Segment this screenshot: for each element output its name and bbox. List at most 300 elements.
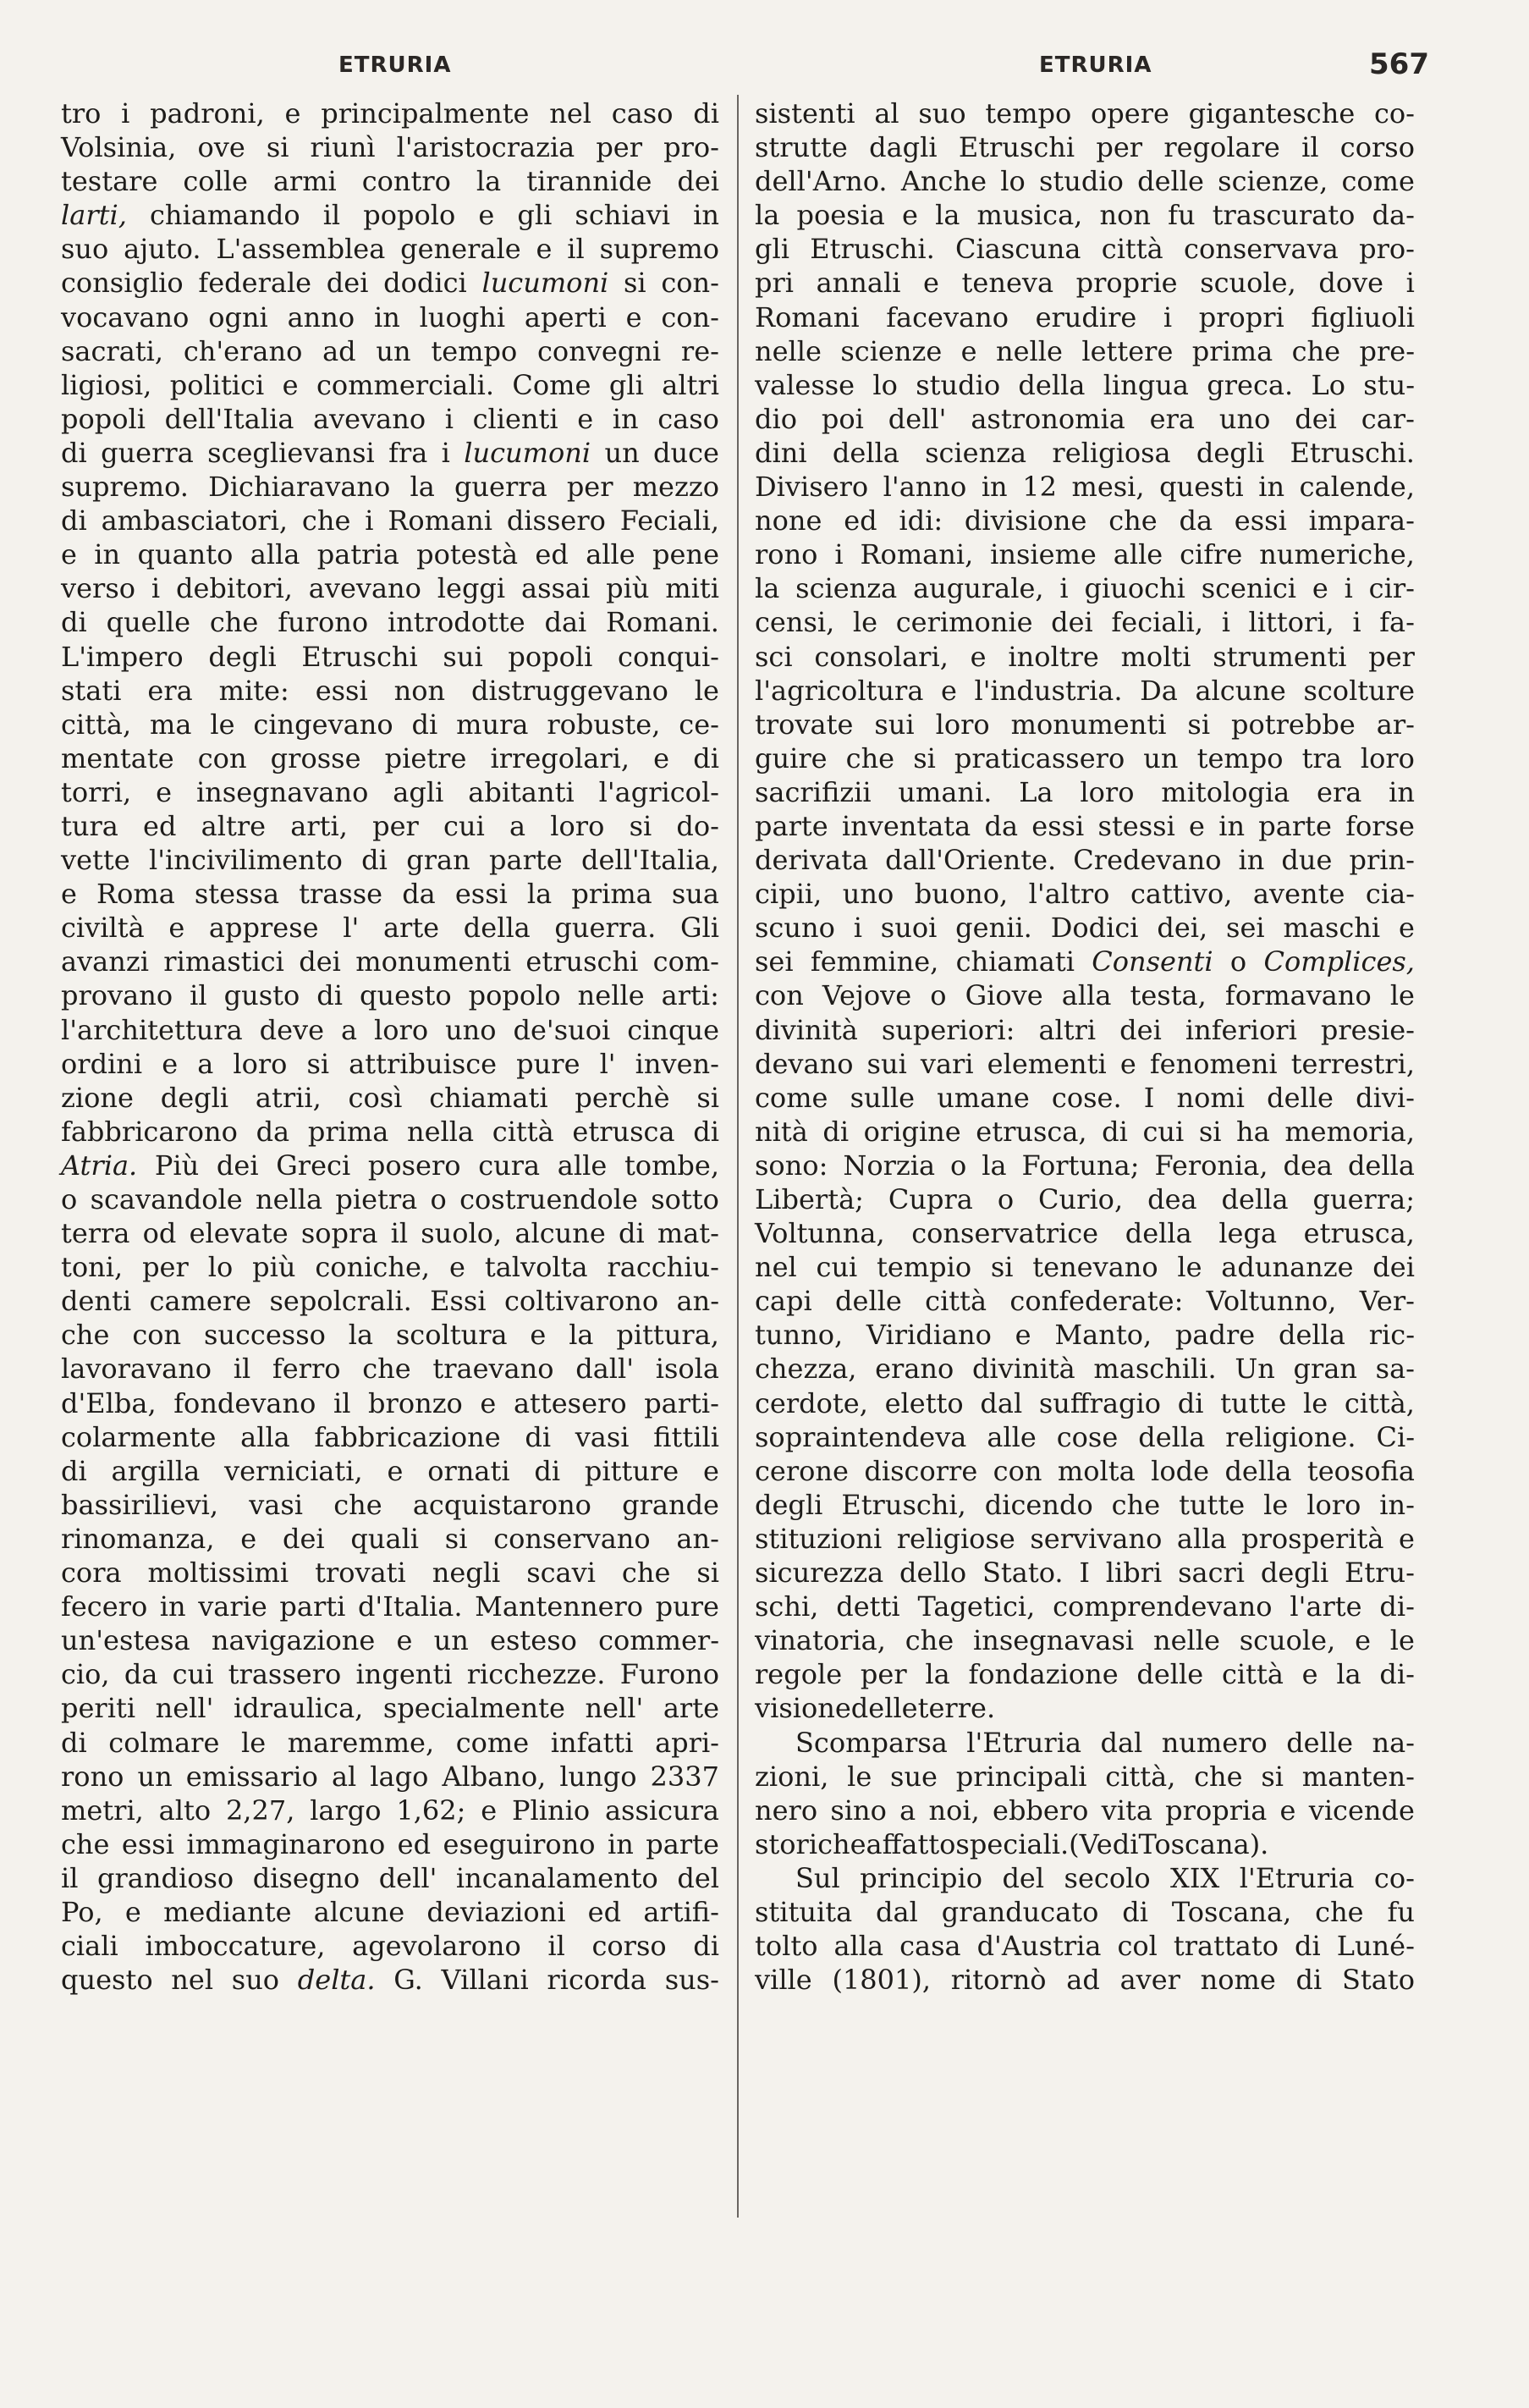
word: si (1198, 1115, 1222, 1148)
word: genii. (955, 912, 1032, 945)
word: Mantennero (475, 1590, 644, 1623)
word: degli (1196, 436, 1265, 469)
text-line (755, 674, 1415, 708)
word: tempo (431, 334, 518, 367)
word: propria (1165, 1794, 1268, 1827)
word: si (444, 1522, 468, 1555)
word: prima (571, 878, 652, 911)
word: noi, (928, 1794, 980, 1827)
text-line (61, 1149, 719, 1182)
word: città, (1344, 1386, 1415, 1419)
word: rono (61, 1760, 124, 1793)
word: schi, (755, 1590, 819, 1623)
word: Villani (441, 1964, 529, 1997)
word: molti (1120, 640, 1191, 673)
word: le (847, 1760, 872, 1793)
word: arte (663, 1692, 719, 1725)
word: di (1102, 1115, 1128, 1148)
word: ebbero (993, 1794, 1089, 1827)
word: e (940, 674, 957, 707)
word: Viridiano (866, 1319, 992, 1352)
word: sepolcrali. (269, 1285, 412, 1318)
word: nel (755, 1251, 797, 1284)
word: a (341, 1013, 358, 1046)
word: chezza, (755, 1353, 857, 1386)
word: tro (61, 97, 102, 129)
word: e (923, 267, 939, 300)
word: Gli (679, 912, 719, 945)
word: e (1301, 1658, 1318, 1691)
word: eseguirono (443, 1827, 596, 1860)
word: successo (203, 1319, 326, 1352)
word: cui (172, 1658, 214, 1691)
word: tombe, (624, 1149, 719, 1182)
word: parte (489, 844, 563, 877)
word: ajuto. (124, 233, 201, 266)
word: l'aristocrazia (396, 131, 575, 164)
text-line (61, 1895, 719, 1929)
word: fabbricarono (61, 1115, 238, 1148)
word: e (156, 775, 172, 808)
text-line (755, 1929, 1415, 1963)
text-line (755, 164, 1415, 198)
word: della (832, 436, 899, 469)
word: mezzo (632, 471, 719, 504)
word: parti- (644, 1386, 719, 1419)
word: degli (208, 640, 277, 673)
word: nero (755, 1794, 818, 1827)
word: questi (1159, 471, 1244, 504)
word: della (1347, 1149, 1415, 1182)
word: loro (1306, 1488, 1361, 1521)
running-head-right: ETRURIA (1039, 52, 1152, 78)
word: arti: (661, 979, 719, 1012)
word: dodici (383, 267, 467, 300)
word: supremo (599, 233, 719, 266)
word: gli (755, 233, 789, 266)
word: e (168, 912, 185, 945)
word: etrusca, (976, 1115, 1087, 1148)
text-line (61, 96, 719, 130)
word: ar- (1376, 708, 1415, 741)
word: fittili (653, 1420, 719, 1453)
word: etruschi (525, 945, 639, 978)
word: e (162, 1047, 179, 1080)
text-line (755, 1454, 1415, 1488)
word: i (853, 912, 862, 945)
word: che (301, 504, 351, 537)
word: zioni, (755, 1760, 829, 1793)
word: sopra (300, 1217, 378, 1250)
word: dello (899, 1557, 967, 1590)
text-line (755, 1488, 1415, 1522)
word: I (1143, 1081, 1155, 1114)
word: teneva (961, 267, 1054, 300)
word: e (478, 199, 495, 232)
word: insegnavano (195, 775, 369, 808)
word: immaginarono (186, 1827, 386, 1860)
word: nelle (995, 334, 1063, 367)
word: scienze, (1218, 165, 1328, 198)
word: o (950, 1149, 967, 1182)
word: Plinio (512, 1794, 591, 1827)
word: che (362, 1353, 411, 1386)
word: Volsinia, (61, 131, 177, 164)
text-line (61, 368, 719, 402)
word: vicende (1308, 1794, 1415, 1827)
word: dove (1318, 267, 1384, 300)
text-line (755, 1623, 1415, 1657)
word: scienze (840, 334, 943, 367)
word: dei (1372, 1251, 1415, 1284)
word: trovate (755, 708, 854, 741)
word: religione. (1225, 1420, 1356, 1453)
word: artifi- (643, 1895, 719, 1928)
text-line (755, 911, 1415, 945)
word: deve (259, 1013, 325, 1046)
word: Divisero (755, 471, 869, 504)
word: l'Etruria (966, 1726, 1082, 1759)
word: suo (61, 233, 109, 266)
word: uno (842, 878, 894, 911)
text-line (61, 1861, 719, 1895)
word: umane (937, 1081, 1030, 1114)
word: avevano (313, 402, 426, 435)
word: loro (1080, 775, 1135, 808)
word: agli (393, 775, 444, 808)
word: terra (61, 1217, 130, 1250)
text-line (61, 537, 719, 571)
word: provano (61, 979, 173, 1012)
word: dini (755, 436, 807, 469)
word: Furono (619, 1658, 719, 1691)
word: luoghi (419, 300, 506, 333)
word: Etruschi (301, 640, 418, 673)
word: l'agricoltura (755, 674, 924, 707)
word: e (1015, 1319, 1031, 1352)
word: furono (278, 606, 369, 639)
word: essi (315, 674, 368, 707)
word: loro (374, 1013, 429, 1046)
word: tempio (877, 1251, 972, 1284)
text-line (755, 1352, 1415, 1386)
word: cui (1142, 1115, 1185, 1148)
word: in (373, 300, 400, 333)
text-line (61, 1454, 719, 1488)
word: essi (454, 878, 508, 911)
word: speciali. (955, 1827, 1070, 1860)
word: a (197, 1047, 214, 1080)
text-line (755, 1420, 1415, 1454)
word: di (361, 844, 388, 877)
word: Albano, (442, 1760, 547, 1793)
word: cio, (61, 1658, 110, 1691)
word: si (913, 741, 936, 774)
word: fu (1387, 1895, 1415, 1928)
text-line (61, 1284, 719, 1318)
word: bronzo (368, 1386, 463, 1419)
word: i (1352, 606, 1361, 639)
word: prin- (1349, 844, 1415, 877)
word: praticassero (954, 741, 1125, 774)
word: il (190, 979, 207, 1012)
word: si (306, 1047, 330, 1080)
text-line (61, 1081, 719, 1115)
word: che (905, 1624, 954, 1657)
word: miti (665, 572, 719, 605)
word: vocavano (61, 300, 190, 333)
word: aperti (524, 300, 607, 333)
word: a (509, 809, 526, 842)
word: tra (1301, 741, 1342, 774)
word: e (124, 1895, 141, 1928)
word: atrii, (255, 1081, 322, 1114)
word: Atria. (61, 1149, 138, 1182)
word: mitologia (1161, 775, 1290, 808)
word: sacrati, (61, 334, 164, 367)
word: gusto (223, 979, 300, 1012)
word: d'Elba, (61, 1386, 157, 1419)
word: ad (322, 334, 356, 367)
word: pene (652, 538, 719, 571)
word: Curio, (1038, 1183, 1124, 1215)
word: loro (233, 1047, 288, 1080)
word: e (1399, 1522, 1415, 1555)
word: vasi (249, 1488, 304, 1521)
word: rono (755, 538, 818, 571)
text-line (61, 504, 719, 537)
word: sa- (1375, 1353, 1415, 1386)
word: augurale, (913, 572, 1044, 605)
word: e (481, 1794, 498, 1827)
word: strumenti (1213, 640, 1347, 673)
word: nella (406, 1115, 475, 1148)
word: sulle (850, 1081, 916, 1114)
word: superiori: (881, 1013, 1015, 1046)
word: parti (279, 1590, 346, 1623)
word: duce (653, 436, 719, 469)
text-line (755, 1760, 1415, 1794)
word: irregolari, (490, 741, 630, 774)
word: Romani. (606, 606, 719, 639)
word: l'architettura (61, 1013, 243, 1046)
word: gigantesche (1188, 97, 1356, 129)
word: debitori, (175, 572, 293, 605)
word: bassirilievi, (61, 1488, 219, 1521)
word: di (1122, 1895, 1148, 1928)
word: servivano (1030, 1522, 1163, 1555)
word: dall' (575, 1353, 635, 1386)
word: de'suoi (513, 1013, 611, 1046)
text-line (61, 1386, 719, 1420)
word: suo (918, 97, 966, 129)
word: trassero (228, 1658, 342, 1691)
word: al (874, 97, 899, 129)
word: 2337 (650, 1760, 719, 1793)
word: guire (755, 741, 828, 774)
word: i (834, 538, 844, 571)
word: era (1149, 402, 1195, 435)
word: numeriche, (1259, 538, 1415, 571)
word: o (430, 1183, 447, 1215)
text-line (755, 232, 1415, 266)
word: Ciascuna (955, 233, 1081, 266)
word: testare (61, 165, 158, 198)
word: e (396, 1624, 413, 1657)
word: specialmente (382, 1692, 565, 1725)
text-line (61, 164, 719, 198)
word: come (455, 1726, 530, 1759)
word: Romani, (860, 538, 974, 571)
word: apri- (655, 1726, 719, 1759)
word: nome (1200, 1964, 1276, 1997)
word: Fortuna; (1021, 1149, 1140, 1182)
word: chiamando (149, 199, 300, 232)
word: assicura (604, 1794, 719, 1827)
text-line (61, 1013, 719, 1047)
word: monumenti (1010, 708, 1167, 741)
word: di- (1379, 1590, 1415, 1623)
word: impara- (1308, 504, 1415, 537)
word: testa, (1130, 979, 1207, 1012)
word: il (333, 1386, 351, 1419)
word: origine (863, 1115, 961, 1148)
word: scuno (755, 912, 835, 945)
word: di (316, 979, 343, 1012)
word: alle (586, 538, 635, 571)
word: scoltura (395, 1319, 508, 1352)
word: Da (1140, 674, 1178, 707)
word: dei, (1157, 912, 1208, 945)
word: dal (876, 1895, 918, 1928)
word: elementi (987, 1047, 1107, 1080)
word: il (390, 1217, 409, 1250)
word: etrusca (572, 1115, 675, 1148)
word: città (1221, 1658, 1284, 1691)
word: fecero (61, 1590, 148, 1623)
word: religiose (896, 1522, 1015, 1555)
word: detti (836, 1590, 900, 1623)
word: lo (872, 368, 898, 401)
word: secolo (1064, 1861, 1151, 1894)
word: teosofia (1306, 1454, 1415, 1487)
word: figliuoli (1311, 300, 1415, 333)
word: XIX (1170, 1861, 1220, 1894)
word: il (567, 233, 585, 266)
word: cifre (1180, 538, 1243, 571)
word: ogni (208, 300, 268, 333)
word: nelle (755, 334, 822, 367)
word: i (1405, 267, 1415, 300)
word: tirannide (526, 165, 652, 198)
text-line (755, 1827, 1415, 1861)
word: conservava (1184, 233, 1339, 266)
word: an- (676, 1522, 719, 1555)
word: la (755, 199, 780, 232)
word: dei (282, 1522, 325, 1555)
word: tempo (1196, 741, 1284, 774)
word: il (233, 1353, 251, 1386)
text-line (755, 1726, 1415, 1760)
word: vette (61, 844, 130, 877)
word: contro (361, 165, 451, 198)
word: argilla (111, 1454, 201, 1487)
text-line (61, 1216, 719, 1250)
word: poi (821, 402, 864, 435)
word: ed (535, 538, 569, 571)
text-line (755, 1590, 1415, 1623)
word: Romani (388, 504, 492, 537)
word: e (61, 538, 77, 571)
word: potestà (416, 538, 519, 571)
word: di (411, 708, 438, 741)
word: la (755, 572, 780, 605)
word: lo (1000, 165, 1026, 198)
word: loro (550, 809, 605, 842)
word: cingevano (253, 708, 393, 741)
word: per (596, 131, 643, 164)
word: discorre (864, 1454, 978, 1487)
text-line (755, 1895, 1415, 1929)
word: e (970, 640, 987, 673)
word: cipii, (755, 878, 822, 911)
word: cattivo, (1130, 878, 1233, 911)
word: si (1261, 1760, 1284, 1793)
word: e (1279, 1794, 1296, 1827)
word: e (702, 1454, 719, 1487)
word: Roma (96, 878, 175, 911)
word: Complices, (1263, 945, 1415, 978)
word: coniche, (315, 1251, 431, 1284)
word: essi (121, 1827, 174, 1860)
word: per (566, 471, 613, 504)
text-line (61, 1794, 719, 1827)
word: elevate (189, 1217, 289, 1250)
word: Lo (1311, 368, 1345, 401)
word: prima (1191, 334, 1273, 367)
word: dio (755, 402, 797, 435)
word: e (625, 300, 642, 333)
word: dagli (869, 131, 938, 164)
text-line (61, 1827, 719, 1861)
word: Po, (61, 1895, 103, 1928)
word: in (1218, 809, 1246, 842)
word: fabbricazione (314, 1420, 501, 1453)
word: degli (160, 1081, 229, 1114)
word: un (433, 1624, 469, 1657)
word: Scomparsa (795, 1726, 948, 1759)
word: parte (1258, 809, 1332, 842)
word: Sul (795, 1861, 840, 1894)
word: Anche (900, 165, 987, 198)
word: incanalamento (455, 1861, 658, 1894)
word: storiche (755, 1827, 866, 1860)
text-line (61, 1522, 719, 1556)
word: due (1281, 844, 1333, 877)
text-line (755, 1556, 1415, 1590)
word: deviazioni (426, 1895, 566, 1928)
word: studio (916, 368, 1001, 401)
word: pri (755, 267, 795, 300)
text-line (755, 368, 1415, 402)
word: derivata (755, 844, 869, 877)
word: che (1108, 504, 1158, 537)
word: corso (591, 1930, 667, 1963)
word: Norzia (843, 1149, 936, 1182)
text-line (61, 300, 719, 334)
word: Dichiaravano (208, 471, 391, 504)
word: (1801), (832, 1964, 932, 1997)
